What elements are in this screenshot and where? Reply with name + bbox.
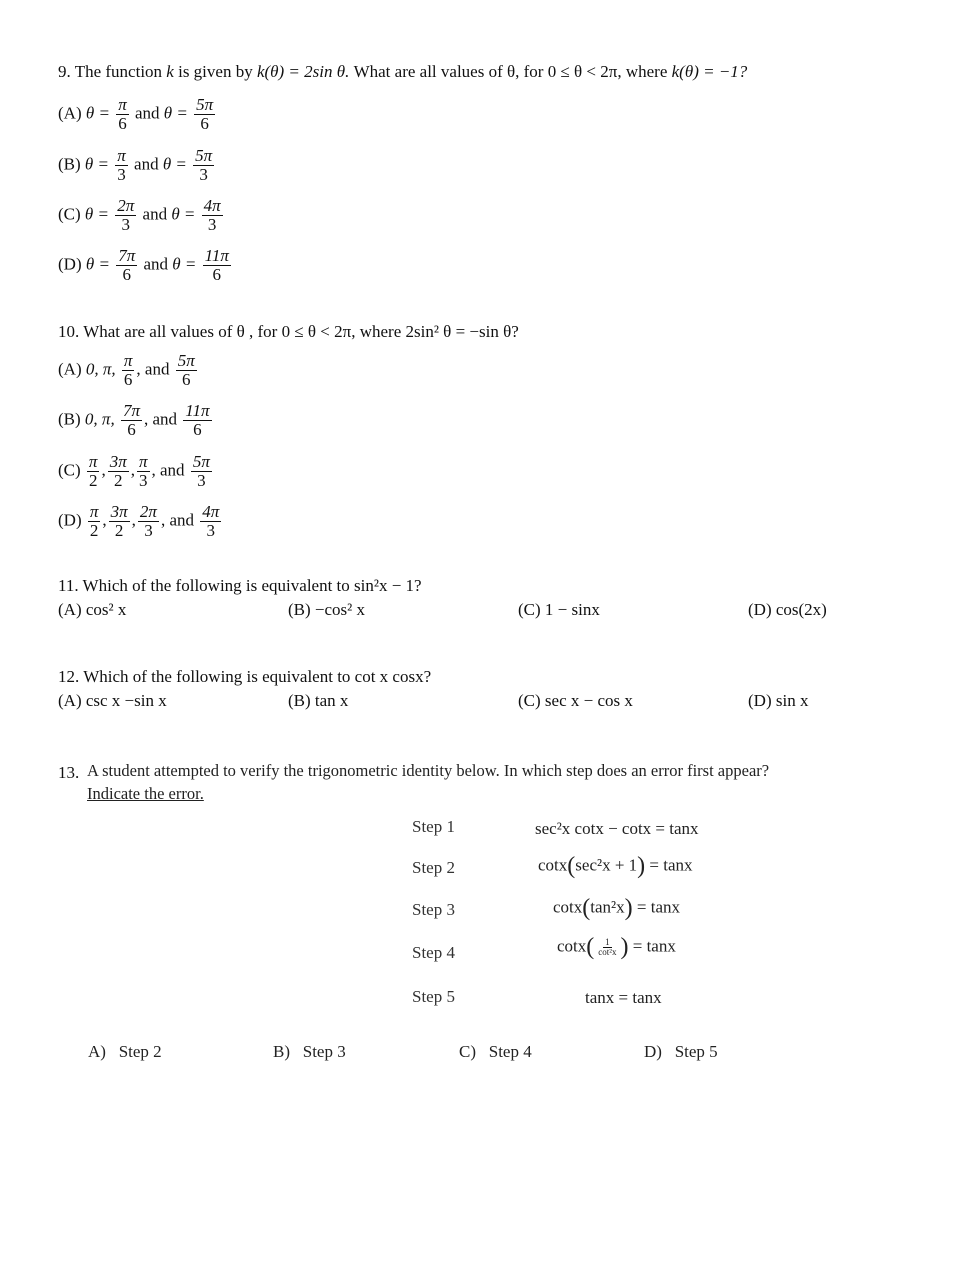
step-5-expr: tanx = tanx — [585, 988, 662, 1007]
fraction: $\frac{4\pi}{3}$ — [202, 502, 220, 540]
choice-and: and — [142, 204, 168, 224]
answer-text: Step 4 — [488, 1042, 532, 1061]
q9-stem — [58, 62, 747, 82]
q9-func-def: k(θ) = 2sin θ. — [256, 62, 350, 81]
q10-choice-c[interactable]: (C) $\frac{\pi}{2}$ , $\frac{3\pi}{2}$ , $\frac{\pi}{3}$ , and $\frac{5\pi}{3}$ — [58, 452, 210, 490]
q9-var-k: k — [166, 62, 174, 81]
fraction: $\frac{3\pi}{2}$ — [109, 452, 127, 490]
fraction: $\frac{\pi}{3}$ — [138, 452, 148, 490]
q10-stem — [58, 322, 519, 342]
answer-text: Step 2 — [118, 1042, 162, 1061]
choice-label: (D) — [58, 510, 82, 530]
q9-text-b: is given by — [178, 62, 253, 81]
fraction: $\frac{5\pi}{3}$ — [195, 146, 213, 184]
q12-stem: 12. Which of the following is equivalent to cot x cosx? — [58, 667, 432, 686]
fraction: $\frac{\pi}{6}$ — [123, 351, 133, 389]
choice-expr: θ = — [84, 204, 109, 224]
q13-text: A student attempted to verify the trigonometric identity below. In which step does an error first appear? — [87, 761, 770, 780]
step-4-label: Step 4 — [412, 943, 455, 962]
choice-and: , and — [143, 409, 178, 429]
fraction: $\frac{3\pi}{2}$ — [110, 502, 128, 540]
q12-choice-c[interactable]: (C) sec x − cos x — [518, 691, 633, 710]
q12-choice-a[interactable]: (A) csc x −sin x — [58, 691, 167, 710]
q11-stem: 11. Which of the following is equivalent to sin²x − 1? — [58, 576, 422, 595]
fraction: $\frac{7\pi}{6}$ — [118, 246, 136, 284]
choice-and: and — [134, 103, 160, 123]
q10-choice-b[interactable] — [58, 402, 214, 439]
choice-label: (C) — [58, 460, 81, 480]
q9-number: 9. — [58, 62, 71, 81]
choice-label: (C) — [58, 204, 81, 224]
choice-and: , and — [151, 460, 185, 480]
answer-text: Step 5 — [674, 1042, 718, 1061]
fraction: $\frac{\pi}{6}$ — [118, 95, 127, 133]
q9-text-a: The function — [74, 62, 163, 81]
fraction: $\frac{1}{\text{cot²x}}$ — [598, 936, 617, 957]
q10-choice-a[interactable] — [58, 352, 199, 389]
answer-letter: C) — [459, 1042, 476, 1061]
choice-expr: θ = — [162, 154, 187, 174]
fraction: $\frac{5\pi}{6}$ — [196, 95, 214, 133]
fraction: $\frac{11\pi}{6}$ — [185, 401, 210, 439]
answer-letter: A) — [88, 1042, 106, 1061]
q9-choice-d[interactable] — [58, 247, 233, 284]
q11-choice-b[interactable]: (B) −cos² x — [288, 600, 366, 619]
q9-text-c: What are all values of θ, for 0 ≤ θ < 2π, where — [353, 62, 668, 81]
fraction: $\frac{4\pi}{3}$ — [203, 196, 221, 234]
q9-func-val: k(θ) = −1? — [671, 62, 748, 81]
q10-number: 10. — [58, 322, 80, 341]
fraction: $\frac{5\pi}{3}$ — [192, 452, 210, 490]
step-2-label: Step 2 — [412, 858, 455, 877]
q12-choice-b[interactable]: (B) tan x — [288, 691, 349, 710]
answer-letter: D) — [644, 1042, 662, 1061]
choice-and: , and — [160, 510, 194, 530]
step-3-label: Step 3 — [412, 900, 455, 919]
step-4-expr: cotx( $\frac{1}{\text{cot²x}}$ ) = tanx — [557, 934, 676, 960]
choice-expr: θ = — [85, 103, 110, 123]
q11-choice-d[interactable]: (D) cos(2x) — [748, 600, 827, 619]
q13-answer-a[interactable] — [88, 1042, 162, 1062]
fraction: $\frac{7\pi}{6}$ — [122, 401, 140, 439]
fraction: $\frac{2\pi}{3}$ — [139, 502, 157, 540]
q12-choice-d[interactable]: (D) sin x — [748, 691, 809, 710]
choice-label: (B) — [58, 409, 81, 429]
q9-choice-b[interactable] — [58, 147, 216, 184]
q13-number: 13. — [58, 763, 80, 782]
answer-text: Step 3 — [302, 1042, 346, 1061]
choice-expr: θ = — [85, 254, 110, 274]
choice-label: (B) — [58, 154, 81, 174]
choice-expr: 0, π, — [85, 359, 116, 379]
q13-answer-d[interactable] — [644, 1042, 718, 1062]
choice-and: and — [143, 254, 169, 274]
choice-expr: 0, π, — [84, 409, 115, 429]
step-3-expr: cotx(tan²x) = tanx — [553, 895, 681, 921]
choice-label: (A) — [58, 103, 82, 123]
choice-and: and — [134, 154, 159, 174]
fraction: $\frac{2\pi}{3}$ — [117, 196, 135, 234]
q10-text: What are all values of θ , for 0 ≤ θ < 2π, where 2sin² θ = −sin θ? — [83, 322, 519, 341]
fraction: $\frac{5\pi}{6}$ — [177, 351, 195, 389]
choice-expr: θ = — [171, 204, 196, 224]
q13-answer-c[interactable] — [459, 1042, 532, 1062]
q13-answer-b[interactable] — [273, 1042, 346, 1062]
fraction: $\frac{\pi}{2}$ — [88, 452, 98, 490]
choice-expr: θ = — [172, 254, 197, 274]
choice-label: (D) — [58, 254, 82, 274]
choice-expr: θ = — [84, 154, 109, 174]
q9-choice-c[interactable] — [58, 197, 225, 234]
step-2-expr: cotx(sec²x + 1) = tanx — [538, 853, 693, 879]
choice-and: , and — [136, 359, 170, 379]
q13-indicate-error: Indicate the error. — [87, 784, 204, 803]
answer-letter: B) — [273, 1042, 290, 1061]
choice-expr: θ = — [163, 103, 188, 123]
fraction: $\frac{11\pi}{6}$ — [204, 246, 229, 284]
fraction: $\frac{\pi}{2}$ — [89, 502, 99, 540]
q9-choice-a[interactable] — [58, 96, 217, 133]
q11-choice-a[interactable]: (A) cos² x — [58, 600, 127, 619]
step-5-label: Step 5 — [412, 987, 455, 1006]
step-1-label: Step 1 — [412, 817, 455, 836]
fraction: $\frac{\pi}{3}$ — [117, 146, 126, 184]
choice-label: (A) — [58, 359, 82, 379]
q11-choice-c[interactable]: (C) 1 − sinx — [518, 600, 600, 619]
q10-choice-d[interactable]: (D) $\frac{\pi}{2}$ , $\frac{3\pi}{2}$ , $\frac{2\pi}{3}$ , and $\frac{4\pi}{3}$ — [58, 502, 220, 540]
step-1-expr: sec²x cotx − cotx = tanx — [535, 819, 699, 838]
